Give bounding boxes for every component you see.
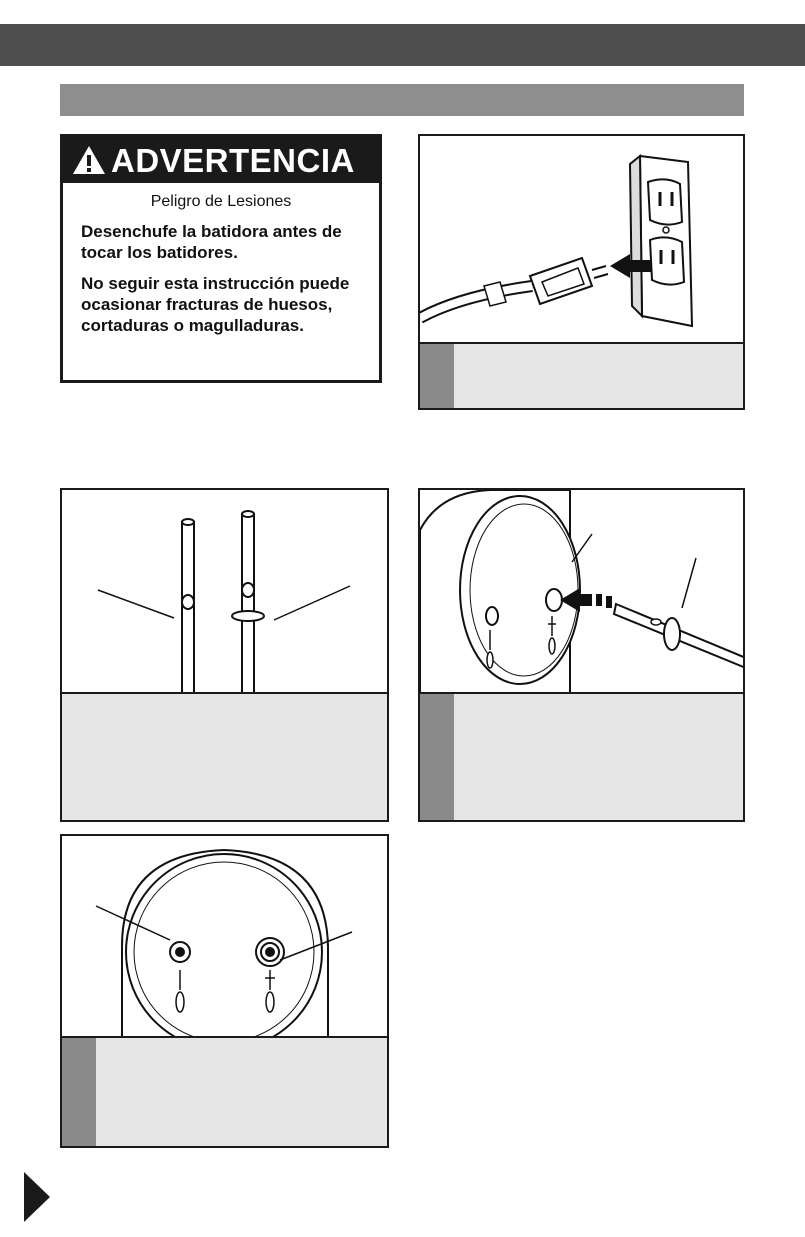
warning-header [63, 137, 379, 183]
step-marker [62, 1038, 96, 1146]
beaters-illustration [62, 490, 387, 696]
warning-paragraph-1: Desenchufe la batidora antes de tocar los batidores. [81, 222, 342, 262]
insert-beater-illustration-panel [418, 488, 745, 822]
warning-box [60, 134, 382, 383]
insert-caption [420, 692, 743, 820]
section-title-bar [60, 84, 744, 116]
warning-subtitle: Peligro de Lesiones [150, 193, 292, 210]
warning-paragraph-2: No seguir esta instrucción puede ocasionar fracturas de huesos, cortaduras o magulladuras. [81, 274, 350, 335]
beaters-caption [62, 692, 387, 820]
page-arrow-icon [24, 1172, 50, 1222]
warning-triangle-icon [71, 144, 107, 176]
step-marker [420, 694, 454, 820]
sockets-illustration [62, 836, 387, 1042]
plug-outlet-illustration [420, 136, 743, 344]
insert-beater-illustration [420, 490, 743, 696]
beaters-illustration-panel [60, 488, 389, 822]
unplug-caption [420, 342, 743, 408]
warning-title: ADVERTENCIA [111, 141, 355, 179]
sockets-caption [62, 1036, 387, 1146]
step-marker [420, 344, 454, 408]
sockets-illustration-panel [60, 834, 389, 1148]
top-header-bar [0, 24, 805, 66]
unplug-illustration-panel [418, 134, 745, 410]
